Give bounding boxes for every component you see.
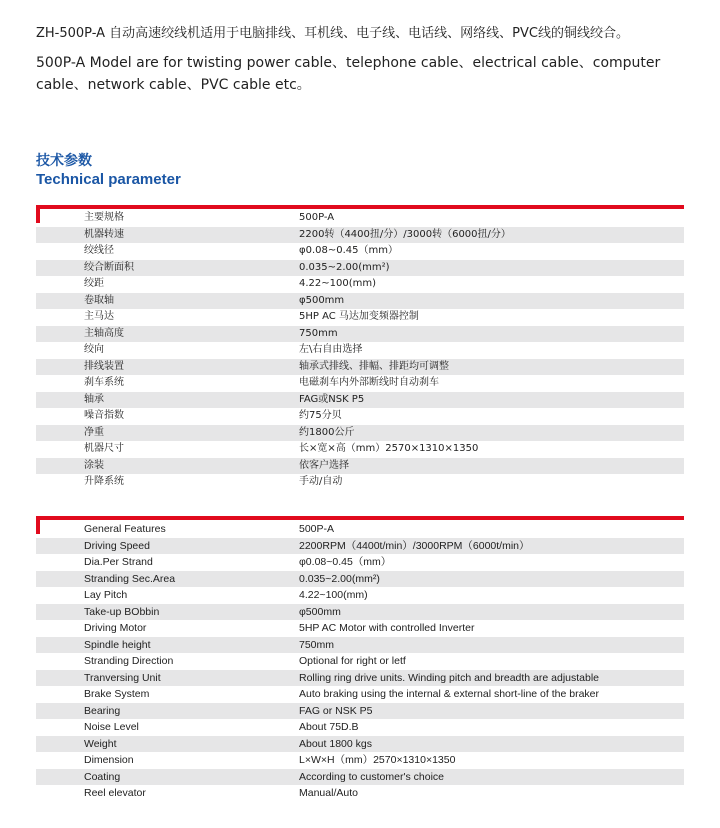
table-row [36, 210, 684, 227]
intro-english: 500P-A Model are for twisting power cable、telephone cable、electrical cable、computer cable、network cable、PVC cable etc。 [36, 55, 661, 93]
table-row [36, 441, 684, 458]
row-key: 刹车系统 [84, 377, 124, 388]
row-key: 涂装 [84, 459, 104, 471]
table-row [36, 342, 684, 359]
table-row [36, 474, 684, 491]
table-row [36, 408, 684, 425]
row-value: Manual/Auto [299, 787, 358, 799]
row-value: 轴承式排线、排幅、排距均可调整 [299, 360, 449, 372]
row-value: 约1800公斤 [299, 426, 355, 438]
row-key: 卷取轴 [84, 294, 114, 306]
intro-chinese: ZH-500P-A 自动高速绞线机适用于电脑排线、耳机线、电子线、电话线、网络线、PVC线的铜线绞合。 [36, 26, 629, 41]
row-value: 约75分贝 [299, 410, 342, 421]
row-key: Lay Pitch [84, 589, 128, 601]
row-key: Noise Level [84, 721, 139, 733]
table-row [36, 243, 684, 260]
row-value: φ500mm [299, 294, 345, 306]
row-value: Optional for right or letf [299, 655, 406, 667]
table-row [36, 293, 684, 310]
table-row [36, 521, 684, 538]
row-key: Dimension [84, 754, 134, 766]
row-key: 升降系统 [84, 476, 124, 487]
row-value: 500P-A [299, 212, 335, 223]
row-key: Driving Speed [84, 539, 150, 552]
row-value: 长×宽×高（mm）2570×1310×1350 [299, 443, 479, 454]
row-key: Tranversing Unit [84, 671, 161, 684]
table-top-rule [36, 516, 684, 520]
row-key: 绞向 [84, 344, 104, 355]
row-value: 750mm [299, 638, 335, 651]
table-row [36, 458, 684, 475]
row-value: Auto braking using the internal & external short-line of the braker [299, 688, 600, 700]
row-key: Reel elevator [84, 787, 146, 799]
table-row [36, 276, 684, 293]
row-key: 主马达 [84, 311, 114, 322]
row-key: 噪音指数 [84, 410, 124, 421]
row-value: FAG or NSK P5 [299, 704, 373, 717]
row-key: General Features [84, 523, 166, 535]
table-row [36, 686, 684, 703]
table-row [36, 309, 684, 326]
table-row [36, 653, 684, 670]
heading-english: Technical parameter [36, 171, 181, 188]
row-key: Take-up BObbin [84, 605, 160, 618]
row-key: Brake System [84, 688, 150, 700]
section-heading [36, 152, 181, 190]
row-value: 2200转（4400扭/分）/3000转（6000扭/分） [299, 228, 511, 240]
row-value: 2200RPM（4400t/min）/3000RPM（6000t/min） [299, 539, 530, 552]
table-row [36, 554, 684, 571]
row-key: 绞合断面积 [84, 261, 134, 273]
row-value: 500P-A [299, 523, 335, 535]
heading-chinese: 技术参数 [36, 153, 92, 169]
table-row [36, 719, 684, 736]
row-value: About 1800 kgs [299, 737, 372, 750]
row-key: Stranding Direction [84, 655, 174, 667]
row-key: 净重 [84, 426, 104, 438]
table-top-rule [36, 205, 684, 209]
row-key: 机器尺寸 [84, 443, 124, 454]
row-key: 排线装置 [84, 360, 124, 372]
row-value: 0.035~2.00(mm²) [299, 261, 390, 273]
table-row [36, 785, 684, 802]
table-row [36, 736, 684, 753]
row-key: 主要规格 [84, 212, 124, 223]
table-row [36, 227, 684, 244]
row-value: φ0.08~0.45（mm） [299, 245, 398, 256]
table-row [36, 538, 684, 555]
row-key: Weight [84, 737, 117, 750]
row-value: 4.22~100(mm) [299, 589, 368, 601]
row-value: 5HP AC 马达加变频器控制 [299, 311, 419, 322]
row-key: Bearing [84, 704, 121, 717]
table-row [36, 769, 684, 786]
table-row [36, 326, 684, 343]
row-value: Rolling ring drive units. Winding pitch and breadth are adjustable [299, 671, 600, 684]
row-key: 主轴高度 [84, 327, 124, 339]
table-row [36, 392, 684, 409]
table-row [36, 375, 684, 392]
row-key: 绞线径 [84, 245, 114, 256]
table-row [36, 670, 684, 687]
row-value: 5HP AC Motor with controlled Inverter [299, 622, 475, 634]
table-row [36, 604, 684, 621]
row-key: 轴承 [84, 393, 104, 405]
row-key: 绞距 [84, 278, 104, 289]
table-row [36, 703, 684, 720]
row-key: Spindle height [84, 638, 151, 651]
row-value: FAG或NSK P5 [299, 393, 365, 405]
row-key: 机器转速 [84, 228, 124, 240]
row-value: 依客户选择 [299, 459, 349, 471]
table-row [36, 620, 684, 637]
row-value: 电磁刹车内外部断线时自动刹车 [299, 377, 439, 388]
table-row [36, 359, 684, 376]
row-value: φ500mm [299, 605, 341, 618]
table-row [36, 752, 684, 769]
table-row [36, 637, 684, 654]
row-value: 左\右自由选择 [299, 344, 363, 355]
table-row [36, 260, 684, 277]
row-value: According to customer's choice [299, 770, 444, 783]
row-key: Driving Motor [84, 622, 147, 634]
row-key: Coating [84, 770, 121, 783]
row-key: Stranding Sec.Area [84, 572, 176, 585]
row-value: About 75D.B [299, 721, 359, 733]
row-key: Dia.Per Strand [84, 556, 153, 568]
table-row [36, 587, 684, 604]
row-value: 手动/自动 [299, 476, 343, 487]
row-value: 750mm [299, 327, 338, 339]
row-value: 0.035~2.00(mm²) [299, 572, 380, 585]
table-row [36, 425, 684, 442]
row-value: 4.22~100(mm) [299, 278, 377, 289]
row-value: L×W×H（mm）2570×1310×1350 [299, 754, 456, 766]
table-row [36, 571, 684, 588]
row-value: φ0.08~0.45（mm） [299, 556, 392, 568]
